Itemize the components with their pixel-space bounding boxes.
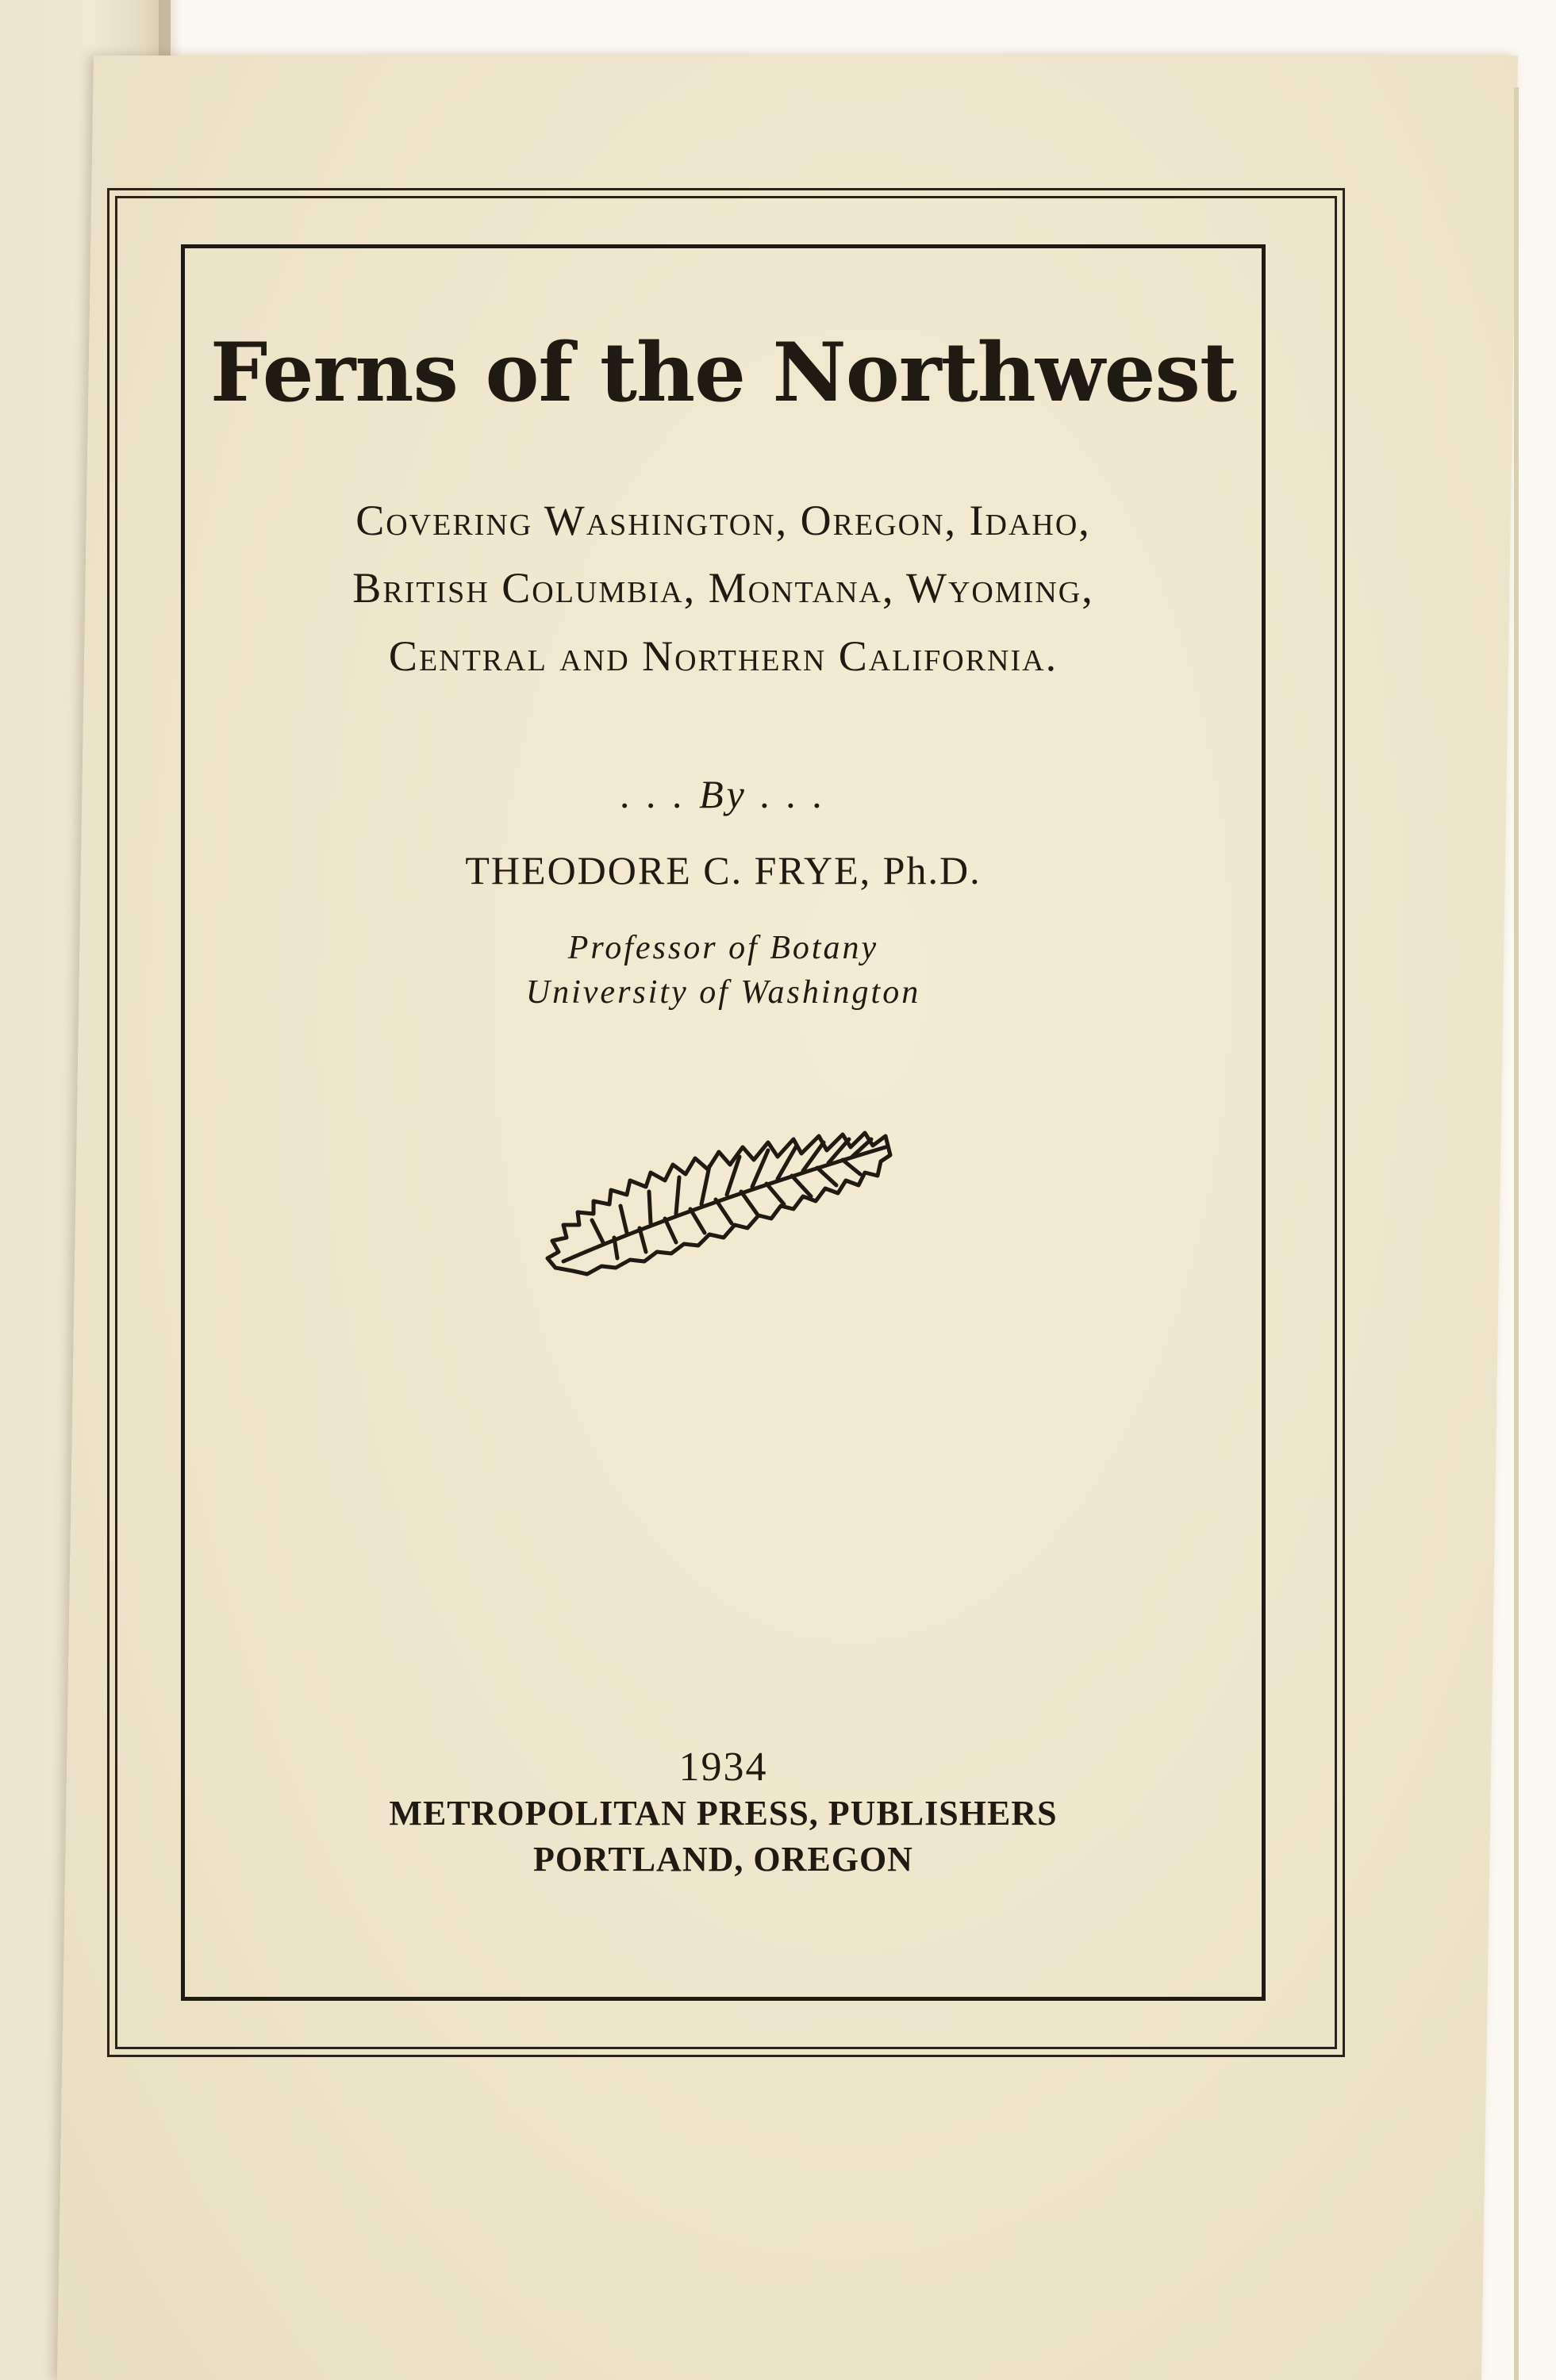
subtitle-line-3: Central and Northern California. (388, 632, 1058, 680)
by-line: . . . By . . . (620, 772, 826, 816)
author-position-line-2: University of Washington (525, 974, 921, 1011)
author-name: THEODORE C. FRYE, Ph.D. (465, 848, 982, 892)
author-position-line-1: Professor of Botany (567, 930, 879, 966)
publication-year: 1934 (678, 1745, 768, 1790)
page-edge (1514, 87, 1519, 2380)
book-title: Ferns of the Northwest (209, 325, 1237, 420)
subtitle-line-1: Covering Washington, Oregon, Idaho, (355, 497, 1091, 544)
subtitle-line-2: British Columbia, Montana, Wyoming, (352, 564, 1094, 612)
publisher-place: PORTLAND, OREGON (533, 1840, 913, 1879)
fern-frond-icon (532, 1063, 905, 1285)
publisher-name: METROPOLITAN PRESS, PUBLISHERS (389, 1794, 1058, 1833)
